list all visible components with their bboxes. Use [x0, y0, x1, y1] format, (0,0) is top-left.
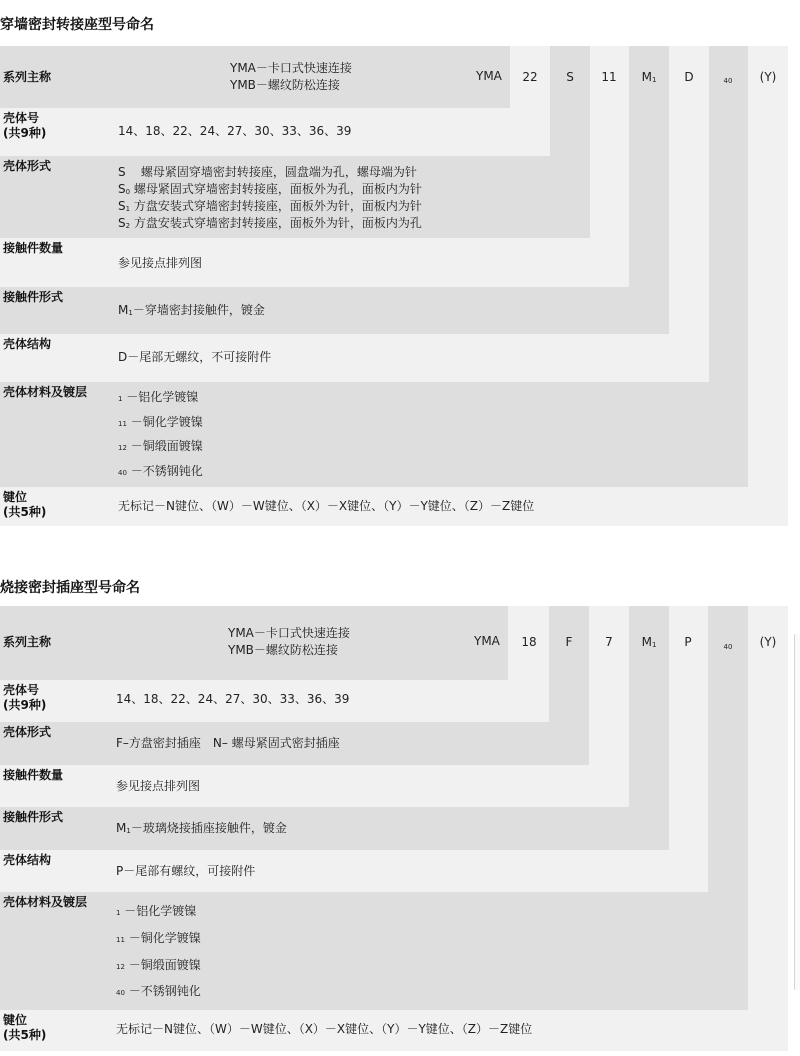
- shell-no-label-count: (共9种): [3, 126, 47, 140]
- col-shell-struct-bg: [669, 46, 709, 382]
- contact-count-label: 接触件数量: [3, 241, 64, 255]
- series-desc-1: YMA－卡口式快速连接: [230, 61, 352, 75]
- code-contact-count: 7: [605, 635, 613, 649]
- code-contact-form: M1: [641, 70, 657, 84]
- series-label: 系列主称: [3, 70, 52, 84]
- contact-count-label: 接触件数量: [3, 768, 64, 782]
- shell-form-item: S 螺母紧固穿墙密封转接座，圆盘端为孔，螺母端为针: [118, 165, 417, 179]
- contact-form-value: M1－玻璃烧接插座接触件，镀金: [116, 821, 287, 835]
- code-series: YMA: [476, 69, 502, 83]
- series-desc-2: YMB－螺纹防松连接: [228, 643, 338, 657]
- contact-form-label: 接触件形式: [3, 290, 64, 304]
- contact-count-row: [0, 765, 629, 807]
- code-series: YMA: [474, 634, 500, 648]
- code-shell-no: 18: [521, 635, 537, 649]
- code-shell-form: S: [566, 70, 574, 84]
- shell-form-item: S2 方盘安装式穿墙密封转接座，面板外为针，面板内为孔: [118, 216, 422, 230]
- contact-count-row: [0, 238, 629, 287]
- series-desc-1: YMA－卡口式快速连接: [228, 626, 350, 640]
- shell-form-item: S0 螺母紧固式穿墙密封转接座，面板外为孔，面板内为针: [118, 182, 422, 196]
- contact-form-label: 接触件形式: [3, 810, 64, 824]
- shell-no-label: 壳体号: [3, 111, 40, 125]
- shell-form-label: 壳体形式: [3, 725, 52, 739]
- key-value: 无标记－N键位、（W）－W键位、（X）－X键位、（Y）－Y键位、（Z）－Z键位: [118, 499, 535, 513]
- shell-struct-row: [0, 334, 709, 382]
- code-material: 40: [723, 77, 733, 85]
- key-label-count: (共5种): [3, 505, 47, 519]
- key-label-count: (共5种): [3, 1028, 47, 1042]
- shell-no-label-count: (共9种): [3, 698, 47, 712]
- material-row: [0, 382, 748, 487]
- material-row: [0, 892, 748, 1010]
- shell-no-values: 14、18、22、24、27、30、33、36、39: [116, 692, 350, 706]
- contact-count-value: 参见接点排列图: [118, 256, 203, 270]
- series-label: 系列主称: [3, 635, 52, 649]
- section-1-title: 穿墙密封转接座型号命名: [0, 17, 154, 33]
- contact-form-row: [0, 287, 669, 334]
- shell-struct-label: 壳体结构: [3, 337, 52, 351]
- material-item: 12 －铜缎面镀镍: [118, 439, 203, 453]
- code-key: (Y): [759, 70, 777, 84]
- shell-struct-row: [0, 850, 708, 892]
- code-shell-struct: P: [684, 635, 692, 649]
- code-shell-form: F: [565, 635, 573, 649]
- shell-form-item: S1 方盘安装式穿墙密封转接座，面板外为针，面板内为针: [118, 199, 422, 213]
- shell-no-label: 壳体号: [3, 683, 40, 697]
- page-edge: [794, 634, 800, 990]
- code-contact-count: 11: [601, 70, 617, 84]
- code-key: (Y): [759, 635, 777, 649]
- shell-struct-value: D－尾部无螺纹，不可接附件: [118, 350, 272, 364]
- material-item: 40 －不锈钢钝化: [118, 464, 203, 478]
- contact-form-row: [0, 807, 669, 850]
- code-shell-no: 22: [522, 70, 538, 84]
- material-item: 40 －不锈钢钝化: [116, 984, 201, 998]
- section-2-title: 烧接密封插座型号命名: [0, 580, 140, 596]
- material-item: 11 －铜化学镀镍: [116, 931, 201, 945]
- material-label: 壳体材料及镀层: [3, 895, 88, 909]
- material-label: 壳体材料及镀层: [3, 385, 88, 399]
- series-desc-2: YMB－螺纹防松连接: [230, 78, 340, 92]
- contact-count-value: 参见接点排列图: [116, 779, 201, 793]
- code-material: 40: [723, 643, 733, 651]
- col-key-bg: [748, 606, 788, 1051]
- shell-form-value: F–方盘密封插座 N– 螺母紧固式密封插座: [116, 736, 340, 750]
- key-label: 键位: [3, 1013, 28, 1027]
- material-item: 12 －铜缎面镀镍: [116, 958, 201, 972]
- code-contact-form: M1: [641, 635, 657, 649]
- col-key-bg: [748, 46, 788, 526]
- shell-struct-value: P－尾部有螺纹，可接附件: [116, 864, 256, 878]
- contact-form-value: M1－穿墙密封接触件，镀金: [118, 303, 265, 317]
- shell-form-label: 壳体形式: [3, 159, 52, 173]
- material-item: 1 －铝化学镀镍: [118, 390, 199, 404]
- key-value: 无标记－N键位、（W）－W键位、（X）－X键位、（Y）－Y键位、（Z）－Z键位: [116, 1022, 533, 1036]
- material-item: 11 －铜化学镀镍: [118, 415, 203, 429]
- shell-struct-label: 壳体结构: [3, 853, 52, 867]
- material-item: 1 －铝化学镀镍: [116, 904, 197, 918]
- code-shell-struct: D: [684, 70, 694, 84]
- shell-no-values: 14、18、22、24、27、30、33、36、39: [118, 124, 352, 138]
- key-label: 键位: [3, 490, 28, 504]
